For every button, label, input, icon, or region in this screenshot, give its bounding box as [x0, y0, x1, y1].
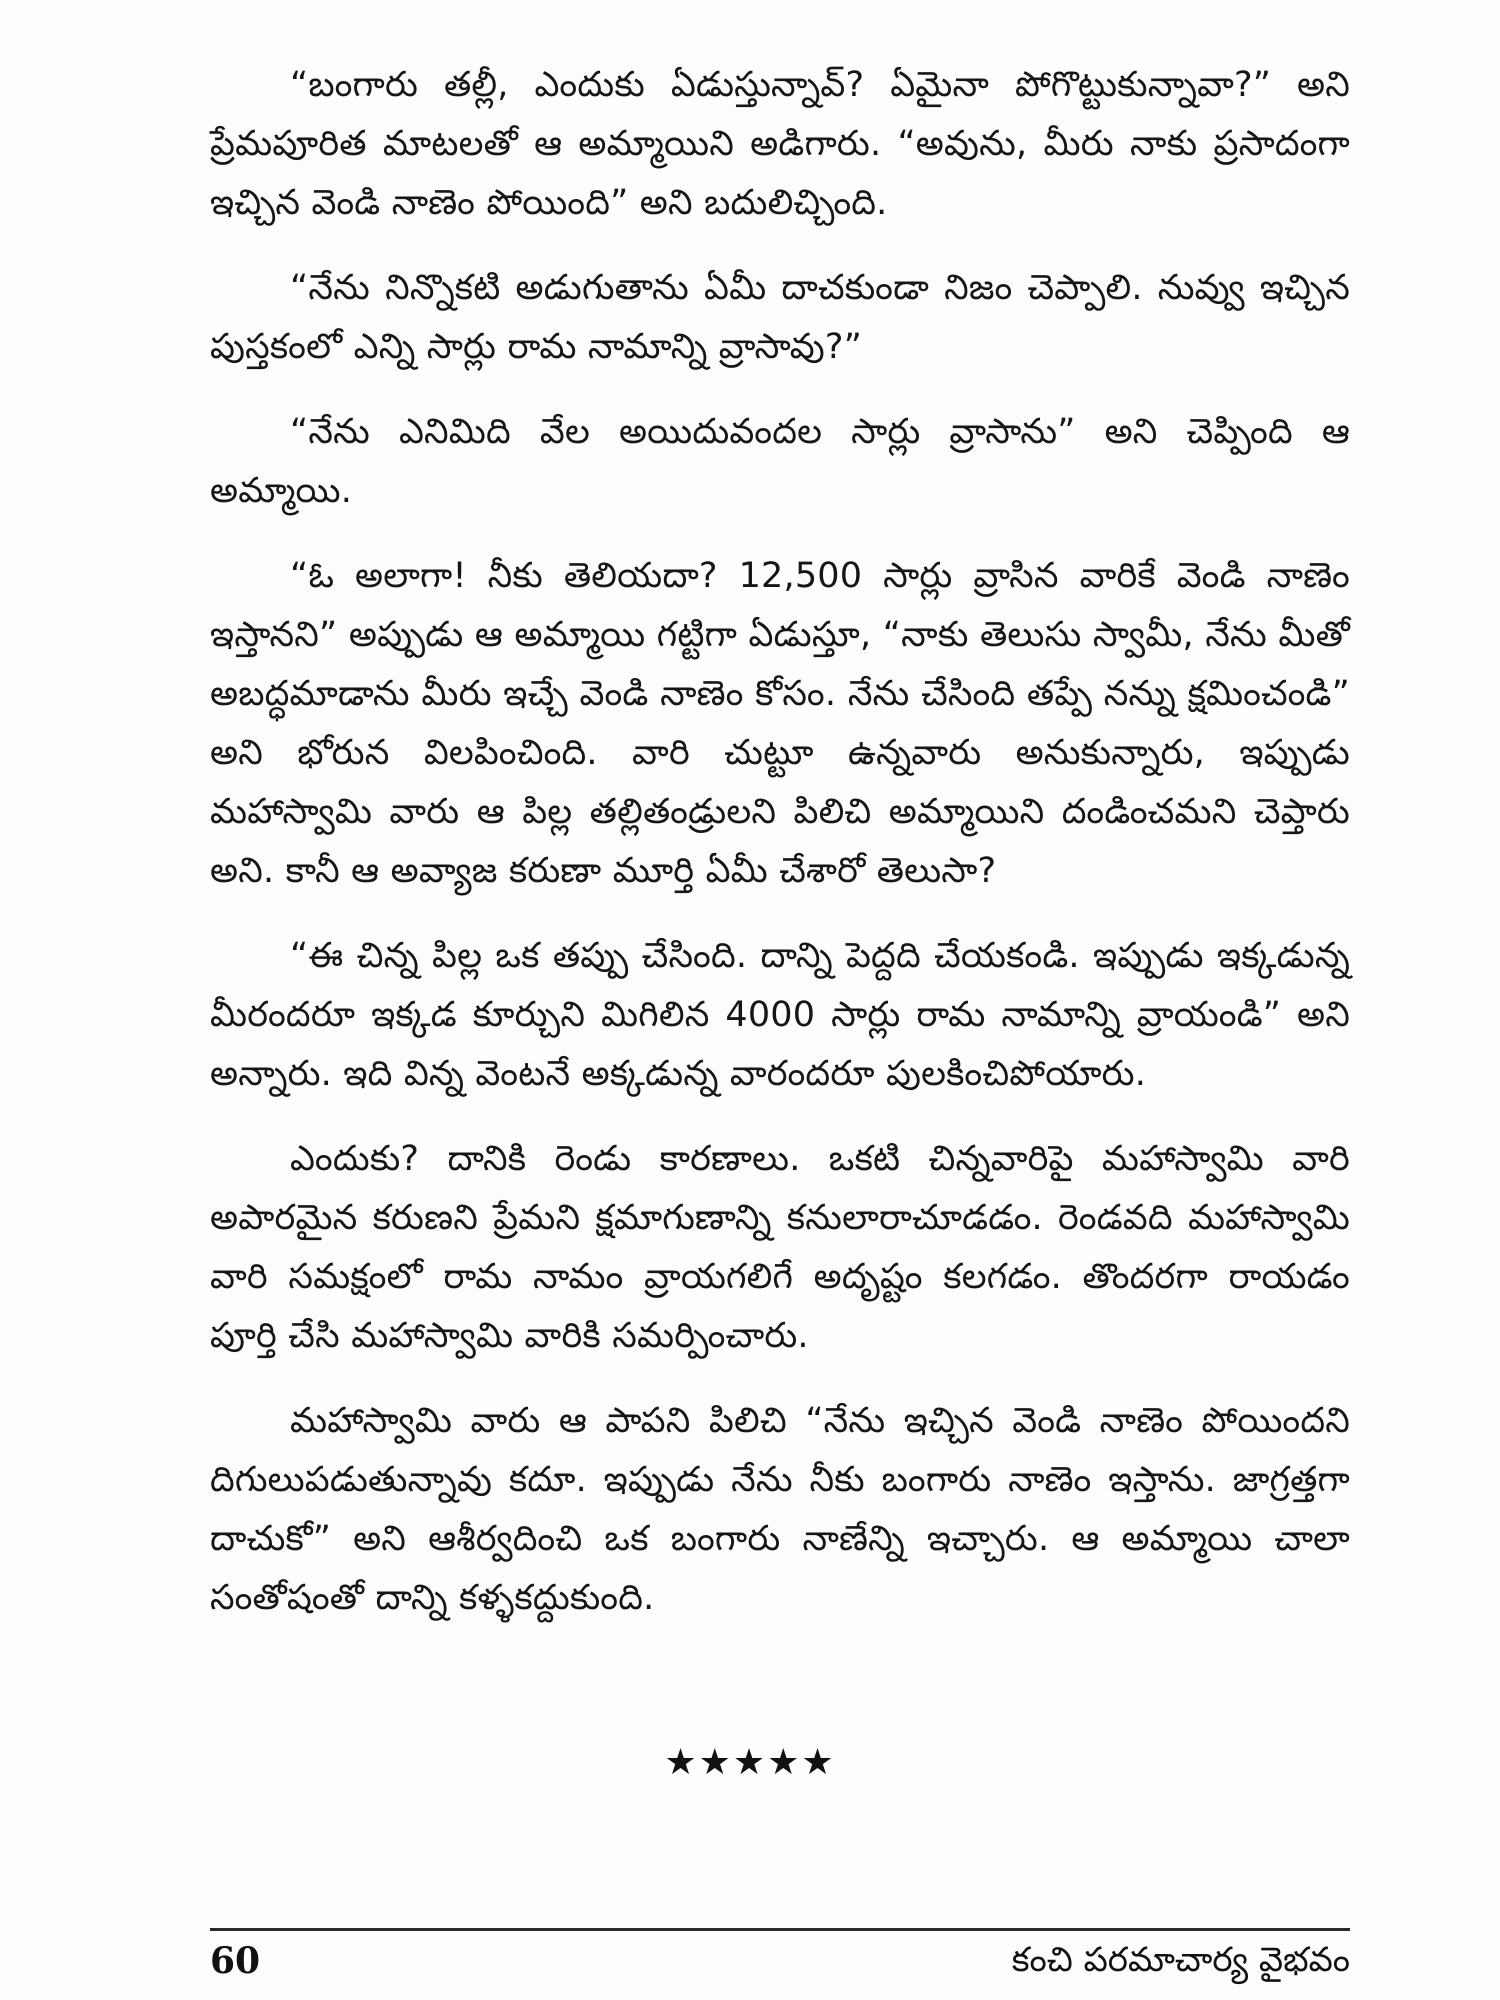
body-text — [210, 56, 1350, 1654]
paragraph-4: “ఓ అలాగా! నీకు తెలియదా? 12,500 సార్లు వ్రాసిన వారికే వెండి నాణెం ఇస్తానని” అప్పుడు ఆ అమ్మాయి గట్టిగా ఏడుస్తూ, “నాకు తెలుసు స్వామీ, నేను మీతో అబద్ధమాడాను మీరు ఇచ్చే వెండి నాణెం కోసం. నేను చేసింది తప్పే నన్ను క్షమించండి” అని భోరున విలపించింది. వారి చుట్టూ ఉన్నవారు అనుకున్నారు, ఇప్పుడు మహాస్వామి వారు ఆ పిల్ల తల్లితండ్రులని పిలిచి అమ్మాయిని దండించమని చెప్తారు అని. కానీ ఆ అవ్యాజ కరుణా మూర్తి ఏమీ చేశారో తెలుసా? — [210, 556, 1350, 891]
page-number: 60 — [210, 1940, 261, 1982]
paragraph-1: “బంగారు తల్లీ, ఎందుకు ఏడుస్తున్నావ్? ఏమైనా పోగొట్టుకున్నావా?” అని ప్రేమపూరిత మాటలతో ఆ అమ్మాయిని అడిగారు. “అవును, మీరు నాకు ప్రసాదంగా ఇచ్చిన వెండి నాణెం పోయింది” అని బదులిచ్చింది. — [210, 65, 1350, 223]
paragraph-5: “ఈ చిన్న పిల్ల ఒక తప్పు చేసింది. దాన్ని పెద్దది చేయకండి. ఇప్పుడు ఇక్కడున్న మీరందరూ ఇక్కడ కూర్చుని మిగిలిన 4000 సార్లు రామ నామాన్ని వ్రాయండి” అని అన్నారు. ఇది విన్న వెంటనే అక్కడున్న వారందరూ పులకించిపోయారు. — [210, 936, 1350, 1094]
section-separator-stars: ★★★★★ — [664, 1742, 836, 1783]
paragraph-7: మహాస్వామి వారు ఆ పాపని పిలిచి “నేను ఇచ్చిన వెండి నాణెం పోయిందని దిగులుపడుతున్నావు కదూ. ఇప్పుడు నేను నీకు బంగారు నాణెం ఇస్తాను. జాగ్రత్తగా దాచుకో” అని ఆశీర్వదించి ఒక బంగారు నాణేన్ని ఇచ్చారు. ఆ అమ్మాయి చాలా సంతోషంతో దాన్ని కళ్ళకద్దుకుంది. — [210, 1401, 1350, 1618]
paragraph-2: “నేను నిన్నొకటి అడుగుతాను ఏమీ దాచకుండా నిజం చెప్పాలి. నువ్వు ఇచ్చిన పుస్తకంలో ఎన్ని సార్లు రామ నామాన్ని వ్రాసావు?” — [210, 268, 1350, 367]
paragraph-6: ఎందుకు? దానికి రెండు కారణాలు. ఒకటి చిన్నవారిపై మహాస్వామి వారి అపారమైన కరుణని ప్రేమని క్షమాగుణాన్ని కనులారాచూడడం. రెండవది మహాస్వామి వారి సమక్షంలో రామ నామం వ్రాయగలిగే అదృష్టం కలగడం. తొందరగా రాయడం పూర్తి చేసి మహాస్వామి వారికి సమర్పించారు. — [210, 1139, 1350, 1356]
book-title: కంచి పరమాచార్య వైభవం — [1011, 1940, 1350, 1980]
paragraph-3: “నేను ఎనిమిది వేల అయిదువందల సార్లు వ్రాసాను” అని చెప్పింది ఆ అమ్మాయి. — [210, 412, 1350, 511]
footer-rule — [210, 1928, 1350, 1931]
